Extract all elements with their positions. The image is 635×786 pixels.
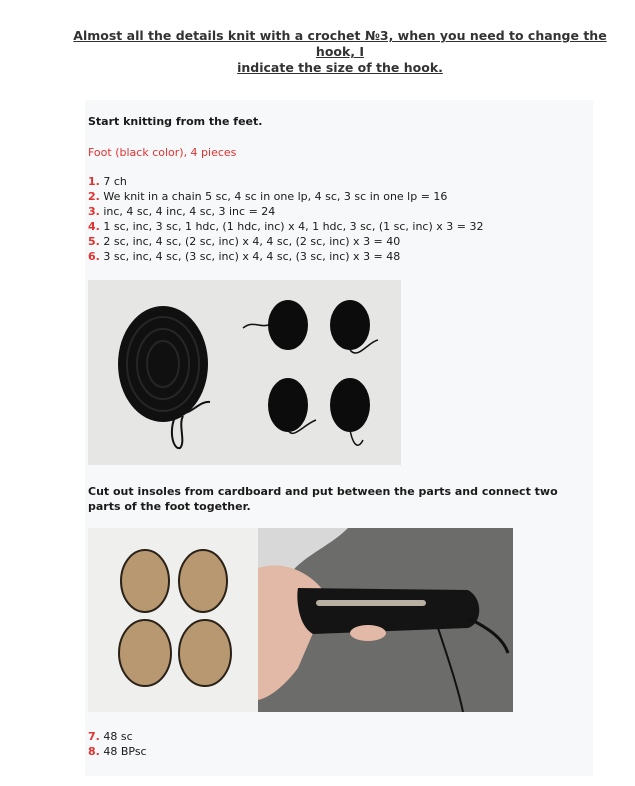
- heading-line-2: indicate the size of the hook.: [237, 60, 443, 75]
- heading-line-1: Almost all the details knit with a crochet №3, when you need to change the hook, I: [73, 28, 607, 59]
- list-item: 7. 48 sc: [88, 730, 133, 743]
- cut-insoles-text: Cut out insoles from cardboard and put between the parts and connect two parts of the foot together.: [88, 485, 558, 513]
- section-title: Foot (black color), 4 pieces: [88, 146, 237, 159]
- list-item: 5. 2 sc, inc, 4 sc, (2 sc, inc) x 4, 4 sc, (2 sc, inc) x 3 = 40: [88, 235, 401, 248]
- document-heading: [60, 28, 620, 76]
- intro-text: Start knitting from the feet.: [88, 115, 263, 128]
- hand-holding-sole-photo: [258, 528, 513, 712]
- list-item: 8. 48 BPsc: [88, 745, 147, 758]
- list-item: 4. 1 sc, inc, 3 sc, 1 hdc, (1 hdc, inc) x 4, 1 hdc, 3 sc, (1 sc, inc) x 3 = 32: [88, 220, 484, 233]
- list-item: 3. inc, 4 sc, 4 inc, 4 sc, 3 inc = 24: [88, 205, 276, 218]
- crochet-feet-photo: [88, 280, 401, 465]
- list-item: 6. 3 sc, inc, 4 sc, (3 sc, inc) x 4, 4 sc, (3 sc, inc) x 3 = 48: [88, 250, 401, 263]
- list-item: 2. We knit in a chain 5 sc, 4 sc in one lp, 4 sc, 3 sc in one lp = 16: [88, 190, 448, 203]
- cardboard-insoles-photo: [88, 528, 258, 712]
- list-item: 1. 7 ch: [88, 175, 127, 188]
